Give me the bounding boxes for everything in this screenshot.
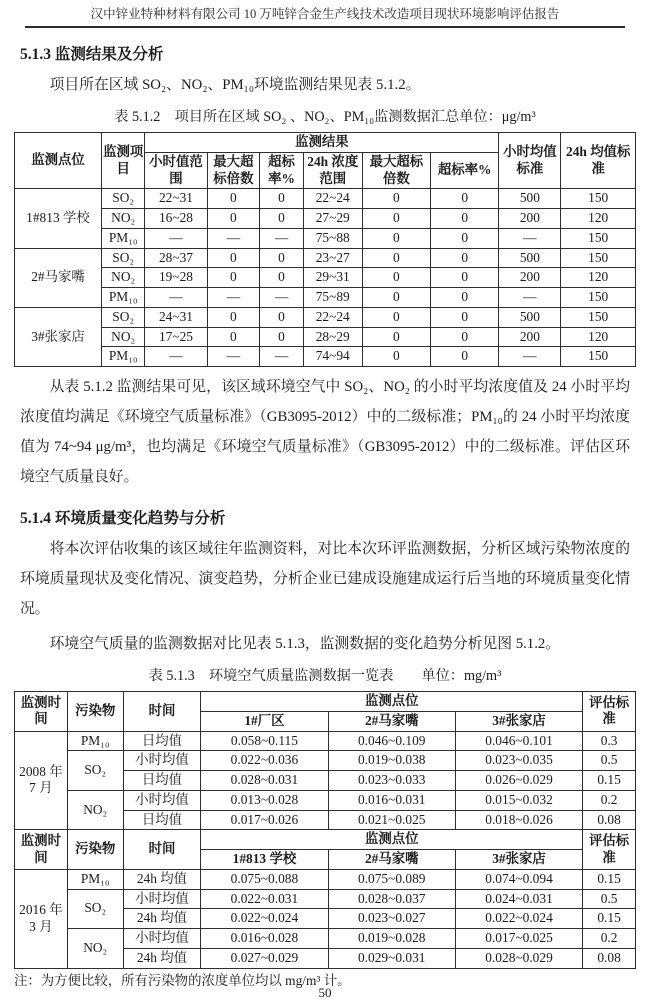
table-data-cell: 0.023~0.033 xyxy=(328,771,455,791)
table-header-cell: 监测项目 xyxy=(101,133,144,189)
table-data-cell: 150 xyxy=(561,248,636,268)
header-rule xyxy=(25,26,625,28)
table-data-cell: 0 xyxy=(207,189,260,209)
table-data-cell: 0 xyxy=(362,327,430,347)
table-data-cell: 0 xyxy=(431,288,499,308)
table-data-cell: 75~88 xyxy=(303,228,362,248)
table-data-cell: PM₁₀ xyxy=(101,347,144,367)
table-data-cell: 28~29 xyxy=(303,327,362,347)
table-data-cell: 29~31 xyxy=(303,268,362,288)
table-data-cell: 0.15 xyxy=(583,771,636,791)
table-data-cell: NO₂ xyxy=(101,327,144,347)
table-data-cell: 0.5 xyxy=(583,889,636,909)
table-data-cell: SO₂ xyxy=(67,751,123,791)
table-data-cell: — xyxy=(260,347,303,367)
table-data-cell: 0.3 xyxy=(583,731,636,751)
table-data-cell: NO₂ xyxy=(101,209,144,229)
table-data-cell: — xyxy=(499,288,561,308)
table-5-1-3-caption-unit: 单位：mg/m³ xyxy=(421,668,502,684)
table-data-cell: 0.018~0.026 xyxy=(455,810,582,830)
table-data-cell: 150 xyxy=(561,288,636,308)
table-row xyxy=(15,288,636,308)
table-row xyxy=(15,209,636,229)
table-data-cell: 0 xyxy=(362,268,430,288)
table-data-cell: 0.022~0.031 xyxy=(201,889,328,909)
paragraph-monitoring-analysis: 从表 5.1.2 监测结果可见，该区域环境空气中 SO₂、NO₂ 的小时平均浓度值及 24 小时平均浓度值均满足《环境空气质量标准》（GB3095-2012）中的二级标准；PM₁₀的 24 小时平均浓度值为 74~94 μg/m³，也均满足《环境空气质量标准》（GB3095-2012）中的二级标准。评估区环境空气质量良好。 xyxy=(20,379,630,485)
table-data-cell: — xyxy=(260,288,303,308)
table-data-cell: SO₂ xyxy=(101,189,144,209)
table-data-cell: 0 xyxy=(431,347,499,367)
table-header-cell: 监测时间 xyxy=(15,692,68,732)
table-data-cell: 150 xyxy=(561,189,636,209)
table-header-cell: 污染物 xyxy=(67,830,123,870)
table-data-cell: 0.058~0.115 xyxy=(201,731,328,751)
paragraph-monitoring-intro: 项目所在区域 SO₂、NO₂、PM₁₀环境监测结果见表 5.1.2。 xyxy=(49,77,421,93)
table-data-cell: 200 xyxy=(499,268,561,288)
table-data-cell: 0.5 xyxy=(583,751,636,771)
table-header-cell: 2#马家嘴 xyxy=(328,850,455,870)
table-data-cell: SO₂ xyxy=(101,307,144,327)
table-data-cell: 0.046~0.109 xyxy=(328,731,455,751)
table-data-cell: 小时均值 xyxy=(123,790,201,810)
table-data-cell: 0.021~0.025 xyxy=(328,810,455,830)
table-data-cell: 0 xyxy=(431,228,499,248)
table-data-cell: 24h 均值 xyxy=(123,869,201,889)
table-data-cell: SO₂ xyxy=(101,248,144,268)
table-data-cell: 0 xyxy=(431,327,499,347)
table-row xyxy=(15,790,636,810)
table-data-cell: 0.015~0.032 xyxy=(455,790,582,810)
table-data-cell: 2#马家嘴 xyxy=(15,248,102,307)
table-row xyxy=(15,751,636,771)
table-data-cell: 0.2 xyxy=(583,929,636,949)
table-data-cell: 17~25 xyxy=(145,327,207,347)
table-data-cell: 0 xyxy=(362,307,430,327)
table-data-cell: 0 xyxy=(362,189,430,209)
table-data-cell: 小时均值 xyxy=(123,889,201,909)
table-data-cell: 0.016~0.028 xyxy=(201,929,328,949)
section-heading-5-1-3: 5.1.3 监测结果及分析 xyxy=(20,46,164,63)
table-header-cell: 监测时间 xyxy=(15,830,68,870)
page-number: 50 xyxy=(318,985,332,1000)
table-5-1-3-caption xyxy=(14,667,636,686)
paragraph-trend-reference: 环境空气质量的监测数据对比见表 5.1.3，监测数据的变化趋势分析见图 5.1.2。 xyxy=(49,636,561,652)
table-data-cell: 0.013~0.028 xyxy=(201,790,328,810)
table-row xyxy=(15,692,636,712)
table-header-cell: 1#813 学校 xyxy=(201,850,328,870)
table-data-cell: 0 xyxy=(362,209,430,229)
table-footnote: 注：为方便比较，所有污染物的浓度单位均以 mg/m³ 计。 xyxy=(14,972,351,988)
table-data-cell: 0 xyxy=(260,327,303,347)
table-data-cell: 0.028~0.031 xyxy=(201,771,328,791)
table-row xyxy=(15,347,636,367)
table-data-cell: 150 xyxy=(561,307,636,327)
table-data-cell: — xyxy=(145,288,207,308)
table-data-cell: 0 xyxy=(207,327,260,347)
table-data-cell: 0.017~0.025 xyxy=(455,929,582,949)
table-data-cell: 0 xyxy=(260,307,303,327)
table-data-cell: 0.022~0.024 xyxy=(201,909,328,929)
table-row xyxy=(15,248,636,268)
table-row xyxy=(15,307,636,327)
table-data-cell: 日均值 xyxy=(123,771,201,791)
table-header-cell: 最大超标倍数 xyxy=(362,152,430,189)
table-data-cell: 0 xyxy=(362,228,430,248)
table-5-1-3-caption-label: 表 5.1.3 环境空气质量监测数据一览表 xyxy=(148,668,394,684)
table-header-cell: 污染物 xyxy=(67,692,123,732)
table-data-cell: 0 xyxy=(260,268,303,288)
table-data-cell: 0 xyxy=(431,268,499,288)
table-data-cell: 120 xyxy=(561,268,636,288)
table-data-cell: 0 xyxy=(431,189,499,209)
table-header-cell: 3#张家店 xyxy=(455,850,582,870)
monitoring-summary-table xyxy=(14,132,636,367)
table-data-cell: 22~24 xyxy=(303,307,362,327)
table-row xyxy=(15,189,636,209)
table-row xyxy=(15,228,636,248)
table-data-cell: 0.026~0.029 xyxy=(455,771,582,791)
table-data-cell: 500 xyxy=(499,189,561,209)
table-data-cell: 500 xyxy=(499,248,561,268)
table-data-cell: 0.2 xyxy=(583,790,636,810)
table-header-cell: 评估标准 xyxy=(583,692,636,732)
table-header-cell: 1#厂区 xyxy=(201,711,328,731)
table-row xyxy=(15,133,636,153)
table-data-cell: 日均值 xyxy=(123,731,201,751)
table-data-cell: 150 xyxy=(561,228,636,248)
table-data-cell: 0 xyxy=(362,288,430,308)
table-data-cell: 0.075~0.088 xyxy=(201,869,328,889)
table-data-cell: 74~94 xyxy=(303,347,362,367)
document-header-title: 汉中锌业特种材料有限公司 10 万吨锌合金生产线技术改造项目现状环境影响评估报告 xyxy=(90,7,560,21)
table-data-cell: 0.023~0.035 xyxy=(455,751,582,771)
table-data-cell: 0.046~0.101 xyxy=(455,731,582,751)
table-row xyxy=(15,327,636,347)
table-5-1-2-caption: 表 5.1.2 项目所在区域 SO₂ 、NO₂、PM₁₀监测数据汇总单位：μg/m³ xyxy=(114,109,536,125)
table-data-cell: PM₁₀ xyxy=(101,288,144,308)
table-header-cell: 3#张家店 xyxy=(455,711,582,731)
table-data-cell: 0.016~0.031 xyxy=(328,790,455,810)
table-data-cell: 0.15 xyxy=(583,909,636,929)
table-header-cell: 超标率% xyxy=(431,152,499,189)
table-data-cell: 0 xyxy=(260,209,303,229)
table-row xyxy=(15,830,636,850)
table-data-cell: — xyxy=(207,228,260,248)
table-data-cell: — xyxy=(207,288,260,308)
table-data-cell: 0.017~0.026 xyxy=(201,810,328,830)
table-header-cell: 时间 xyxy=(123,692,201,732)
table-data-cell: 19~28 xyxy=(145,268,207,288)
table-data-cell: SO₂ xyxy=(67,889,123,929)
table-header-cell: 监测点位 xyxy=(15,133,102,189)
table-data-cell: 0.074~0.094 xyxy=(455,869,582,889)
table-data-cell: 0 xyxy=(362,248,430,268)
table-data-cell: 0.019~0.038 xyxy=(328,751,455,771)
table-data-cell: PM₁₀ xyxy=(101,228,144,248)
table-data-cell: 2008 年 7 月 xyxy=(15,731,68,830)
table-data-cell: 24h 均值 xyxy=(123,948,201,968)
table-row xyxy=(15,869,636,889)
table-data-cell: 75~89 xyxy=(303,288,362,308)
table-row xyxy=(15,889,636,909)
table-data-cell: 120 xyxy=(561,327,636,347)
table-header-cell: 超标率% xyxy=(260,152,303,189)
table-data-cell: 120 xyxy=(561,209,636,229)
table-data-cell: 0 xyxy=(260,189,303,209)
table-data-cell: 小时均值 xyxy=(123,751,201,771)
table-data-cell: NO₂ xyxy=(101,268,144,288)
table-header-cell: 24h 均值标准 xyxy=(561,133,636,189)
table-header-cell: 24h 浓度范围 xyxy=(303,152,362,189)
table-data-cell: 0 xyxy=(207,268,260,288)
table-header-cell: 时间 xyxy=(123,830,201,870)
table-data-cell: 22~24 xyxy=(303,189,362,209)
table-data-cell: 1#813 学校 xyxy=(15,189,102,248)
table-data-cell: 0.075~0.089 xyxy=(328,869,455,889)
table-data-cell: 23~27 xyxy=(303,248,362,268)
table-header-cell: 最大超标倍数 xyxy=(207,152,260,189)
table-data-cell: 0.08 xyxy=(583,948,636,968)
table-header-cell: 监测点位 xyxy=(201,830,583,850)
table-data-cell: 0.028~0.037 xyxy=(328,889,455,909)
table-row xyxy=(15,929,636,949)
table-data-cell: 0.019~0.028 xyxy=(328,929,455,949)
table-data-cell: 0.08 xyxy=(583,810,636,830)
table-data-cell: 0.024~0.031 xyxy=(455,889,582,909)
table-data-cell: 3#张家店 xyxy=(15,307,102,366)
table-data-cell: — xyxy=(207,347,260,367)
table-data-cell: 0.022~0.024 xyxy=(455,909,582,929)
paragraph-trend-intro: 将本次评估收集的该区域往年监测资料，对比本次环评监测数据，分析区域污染物浓度的环境质量现状及变化情况、演变趋势，分析企业已建成设施建成运行后当地的环境质量变化情况。 xyxy=(20,541,630,617)
table-data-cell: — xyxy=(145,347,207,367)
table-data-cell: 0.029~0.031 xyxy=(328,948,455,968)
table-data-cell: 27~29 xyxy=(303,209,362,229)
table-data-cell: 200 xyxy=(499,327,561,347)
table-data-cell: 0.028~0.029 xyxy=(455,948,582,968)
table-data-cell: — xyxy=(145,228,207,248)
table-data-cell: 200 xyxy=(499,209,561,229)
table-data-cell: 日均值 xyxy=(123,810,201,830)
table-data-cell: 0.023~0.027 xyxy=(328,909,455,929)
air-quality-comparison-table xyxy=(14,691,636,969)
table-data-cell: 小时均值 xyxy=(123,929,201,949)
table-data-cell: 500 xyxy=(499,307,561,327)
table-header-cell: 小时值范围 xyxy=(145,152,207,189)
table-data-cell: 24~31 xyxy=(145,307,207,327)
table-data-cell: 28~37 xyxy=(145,248,207,268)
table-data-cell: 0 xyxy=(260,248,303,268)
table-data-cell: — xyxy=(260,228,303,248)
section-heading-5-1-4: 5.1.4 环境质量变化趋势与分析 xyxy=(20,510,226,527)
table-data-cell: — xyxy=(499,347,561,367)
table-data-cell: 0 xyxy=(431,209,499,229)
table-data-cell: NO₂ xyxy=(67,790,123,830)
table-header-cell: 2#马家嘴 xyxy=(328,711,455,731)
table-row xyxy=(15,731,636,751)
table-data-cell: PM₁₀ xyxy=(67,869,123,889)
table-data-cell: 24h 均值 xyxy=(123,909,201,929)
table-data-cell: PM₁₀ xyxy=(67,731,123,751)
table-data-cell: 22~31 xyxy=(145,189,207,209)
table-row xyxy=(15,268,636,288)
table-header-cell: 评估标准 xyxy=(583,830,636,870)
table-data-cell: 0.15 xyxy=(583,869,636,889)
table-data-cell: 0 xyxy=(431,307,499,327)
table-data-cell: — xyxy=(499,228,561,248)
table-data-cell: 0 xyxy=(207,209,260,229)
table-data-cell: 16~28 xyxy=(145,209,207,229)
table-header-cell: 小时均值标准 xyxy=(499,133,561,189)
table-data-cell: 0 xyxy=(207,307,260,327)
table-data-cell: 2016 年 3 月 xyxy=(15,869,68,968)
table-data-cell: 0 xyxy=(431,248,499,268)
table-data-cell: 0.027~0.029 xyxy=(201,948,328,968)
table-data-cell: 150 xyxy=(561,347,636,367)
table-data-cell: 0.022~0.036 xyxy=(201,751,328,771)
table-data-cell: 0 xyxy=(362,347,430,367)
table-header-cell: 监测结果 xyxy=(145,133,499,153)
table-data-cell: NO₂ xyxy=(67,929,123,969)
table-data-cell: 0 xyxy=(207,248,260,268)
table-header-cell: 监测点位 xyxy=(201,692,583,712)
